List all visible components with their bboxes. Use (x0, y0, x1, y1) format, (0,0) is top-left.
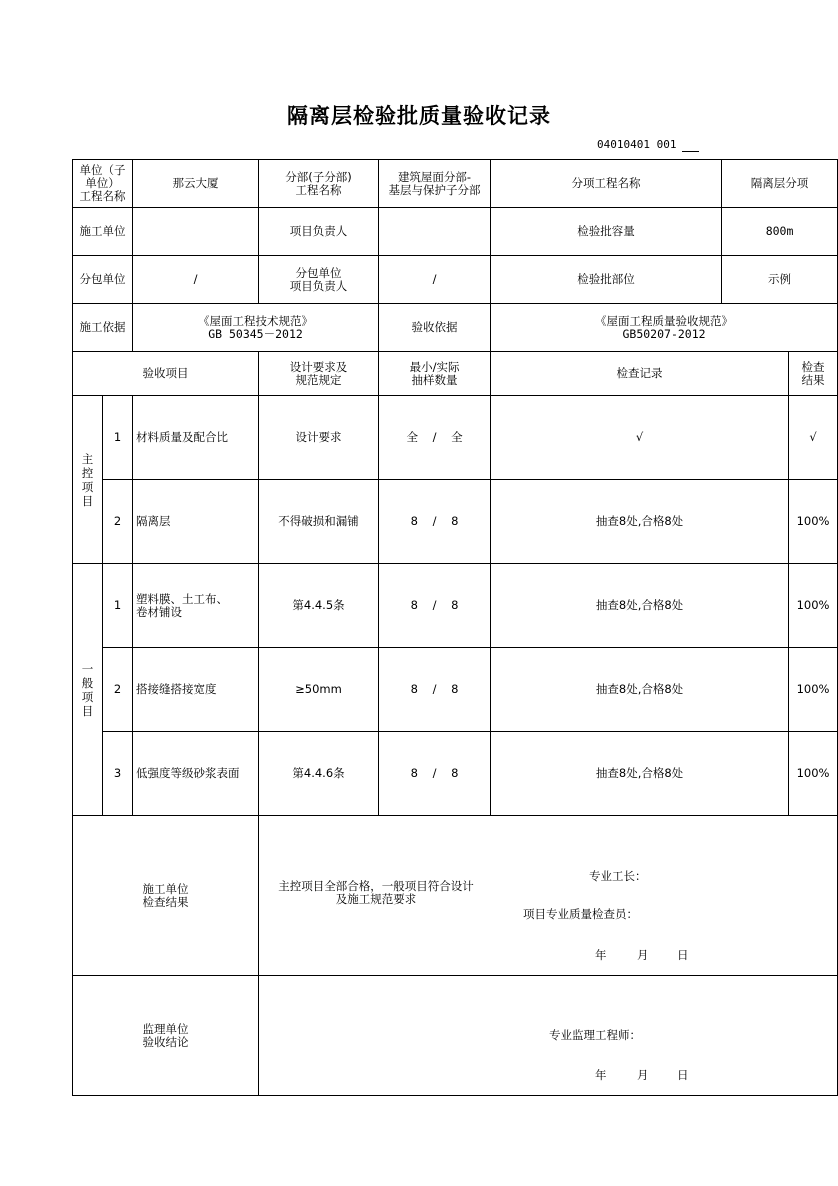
construction-check-content (259, 816, 838, 976)
item-no: 1 (103, 564, 133, 648)
design-requirement: 第4.4.6条 (259, 732, 379, 816)
item-no: 2 (103, 480, 133, 564)
supervision-date-day: 日 (677, 1068, 689, 1082)
sample-separator: / (432, 682, 437, 696)
batch-capacity-label: 检验批容量 (491, 208, 722, 256)
construction-conclusion: 主控项目全部合格，一般项目符合设计 及施工规范要求 (278, 879, 474, 906)
project-manager-label: 项目负责人 (259, 208, 379, 256)
sub-pm-label: 分包单位 项目负责人 (259, 256, 379, 304)
batch-location-label: 检验批部位 (491, 256, 722, 304)
supervision-date-year: 年 (595, 1068, 607, 1082)
supervision-label: 监理单位 验收结论 (73, 976, 259, 1096)
form-code-underline (682, 151, 699, 152)
sampling-count (379, 480, 491, 564)
check-record: 抽查8处,合格8处 (491, 648, 789, 732)
subcontractor-label: 分包单位 (73, 256, 133, 304)
min-sample: 8 (410, 682, 418, 696)
item-no: 3 (103, 732, 133, 816)
batch-capacity-value: 800m (722, 208, 838, 256)
unit-name-value: 那云大厦 (133, 160, 259, 208)
design-requirement: 第4.4.5条 (259, 564, 379, 648)
check-result: 100% (789, 648, 838, 732)
subitem-name-value: 隔离层分项 (722, 160, 838, 208)
min-sample: 8 (410, 766, 418, 780)
acceptance-basis-value: 《屋面工程质量验收规范》 GB50207-2012 (491, 304, 838, 352)
item-no: 1 (103, 396, 133, 480)
form-code: 04010401 001 (597, 138, 677, 151)
actual-sample: 8 (451, 598, 459, 612)
division-name-value: 建筑屋面分部- 基层与保护子分部 (379, 160, 491, 208)
col-record: 检查记录 (491, 352, 789, 396)
main-group-label: 主控项目 (73, 396, 103, 564)
table-row (73, 564, 838, 648)
min-sample: 8 (410, 598, 418, 612)
page-title: 隔离层检验批质量验收记录 (287, 103, 551, 128)
check-record: 抽查8处,合格8处 (491, 732, 789, 816)
construction-basis-label: 施工依据 (73, 304, 133, 352)
sampling-count (379, 564, 491, 648)
col-result: 检查 结果 (789, 352, 838, 396)
min-sample: 8 (410, 514, 418, 528)
actual-sample: 8 (451, 682, 459, 696)
item-name: 材料质量及配合比 (133, 396, 259, 480)
check-record: 抽查8处,合格8处 (491, 480, 789, 564)
contractor-value (133, 208, 259, 256)
design-requirement: 不得破损和漏铺 (259, 480, 379, 564)
check-record: 抽查8处,合格8处 (491, 564, 789, 648)
col-design: 设计要求及 规范规定 (259, 352, 379, 396)
check-date-year: 年 (595, 948, 607, 962)
batch-location-value: 示例 (722, 256, 838, 304)
table-row (73, 396, 838, 480)
sample-separator: / (432, 766, 437, 780)
col-item: 验收项目 (73, 352, 259, 396)
acceptance-basis-label: 验收依据 (379, 304, 491, 352)
supervisor-signature-label: 专业监理工程师： (549, 1028, 641, 1042)
item-name: 塑料膜、土工布、 卷材铺设 (133, 564, 259, 648)
check-result: 100% (789, 564, 838, 648)
item-no: 2 (103, 648, 133, 732)
table-row (73, 648, 838, 732)
general-group-label: 一般项目 (73, 564, 103, 816)
inspector-signature-label: 项目专业质量检查员： (523, 907, 638, 921)
sampling-count (379, 732, 491, 816)
supervision-content (259, 976, 838, 1096)
check-date-month: 月 (637, 948, 649, 962)
subitem-name-label: 分项工程名称 (491, 160, 722, 208)
sample-separator: / (432, 514, 437, 528)
header-row-2 (73, 208, 838, 256)
item-name: 低强度等级砂浆表面 (133, 732, 259, 816)
inspection-record-table (72, 159, 838, 1096)
sampling-count (379, 396, 491, 480)
construction-basis-value: 《屋面工程技术规范》 GB 50345－2012 (133, 304, 379, 352)
sample-separator: / (432, 430, 437, 444)
table-row (73, 480, 838, 564)
construction-check-row (73, 816, 838, 976)
header-row-1 (73, 160, 838, 208)
actual-sample: 8 (451, 766, 459, 780)
header-row-4 (73, 304, 838, 352)
table-row (73, 732, 838, 816)
division-name-label: 分部(子分部) 工程名称 (259, 160, 379, 208)
header-row-3 (73, 256, 838, 304)
item-name: 搭接缝搭接宽度 (133, 648, 259, 732)
check-result: 100% (789, 732, 838, 816)
sample-separator: / (432, 598, 437, 612)
design-requirement: 设计要求 (259, 396, 379, 480)
actual-sample: 8 (451, 514, 459, 528)
sub-pm-value: / (379, 256, 491, 304)
supervision-date-month: 月 (637, 1068, 649, 1082)
column-header-row (73, 352, 838, 396)
check-record: √ (491, 396, 789, 480)
item-name: 隔离层 (133, 480, 259, 564)
actual-sample: 全 (451, 430, 463, 444)
supervision-row (73, 976, 838, 1096)
construction-check-label: 施工单位 检查结果 (73, 816, 259, 976)
check-date-day: 日 (677, 948, 689, 962)
project-manager-value (379, 208, 491, 256)
min-sample: 全 (406, 430, 418, 444)
col-sampling: 最小/实际 抽样数量 (379, 352, 491, 396)
sampling-count (379, 648, 491, 732)
check-result: √ (789, 396, 838, 480)
foreman-signature-label: 专业工长： (589, 869, 647, 883)
contractor-label: 施工单位 (73, 208, 133, 256)
design-requirement: ≥50mm (259, 648, 379, 732)
check-result: 100% (789, 480, 838, 564)
unit-name-label: 单位（子单位） 工程名称 (73, 160, 133, 208)
subcontractor-value: / (133, 256, 259, 304)
